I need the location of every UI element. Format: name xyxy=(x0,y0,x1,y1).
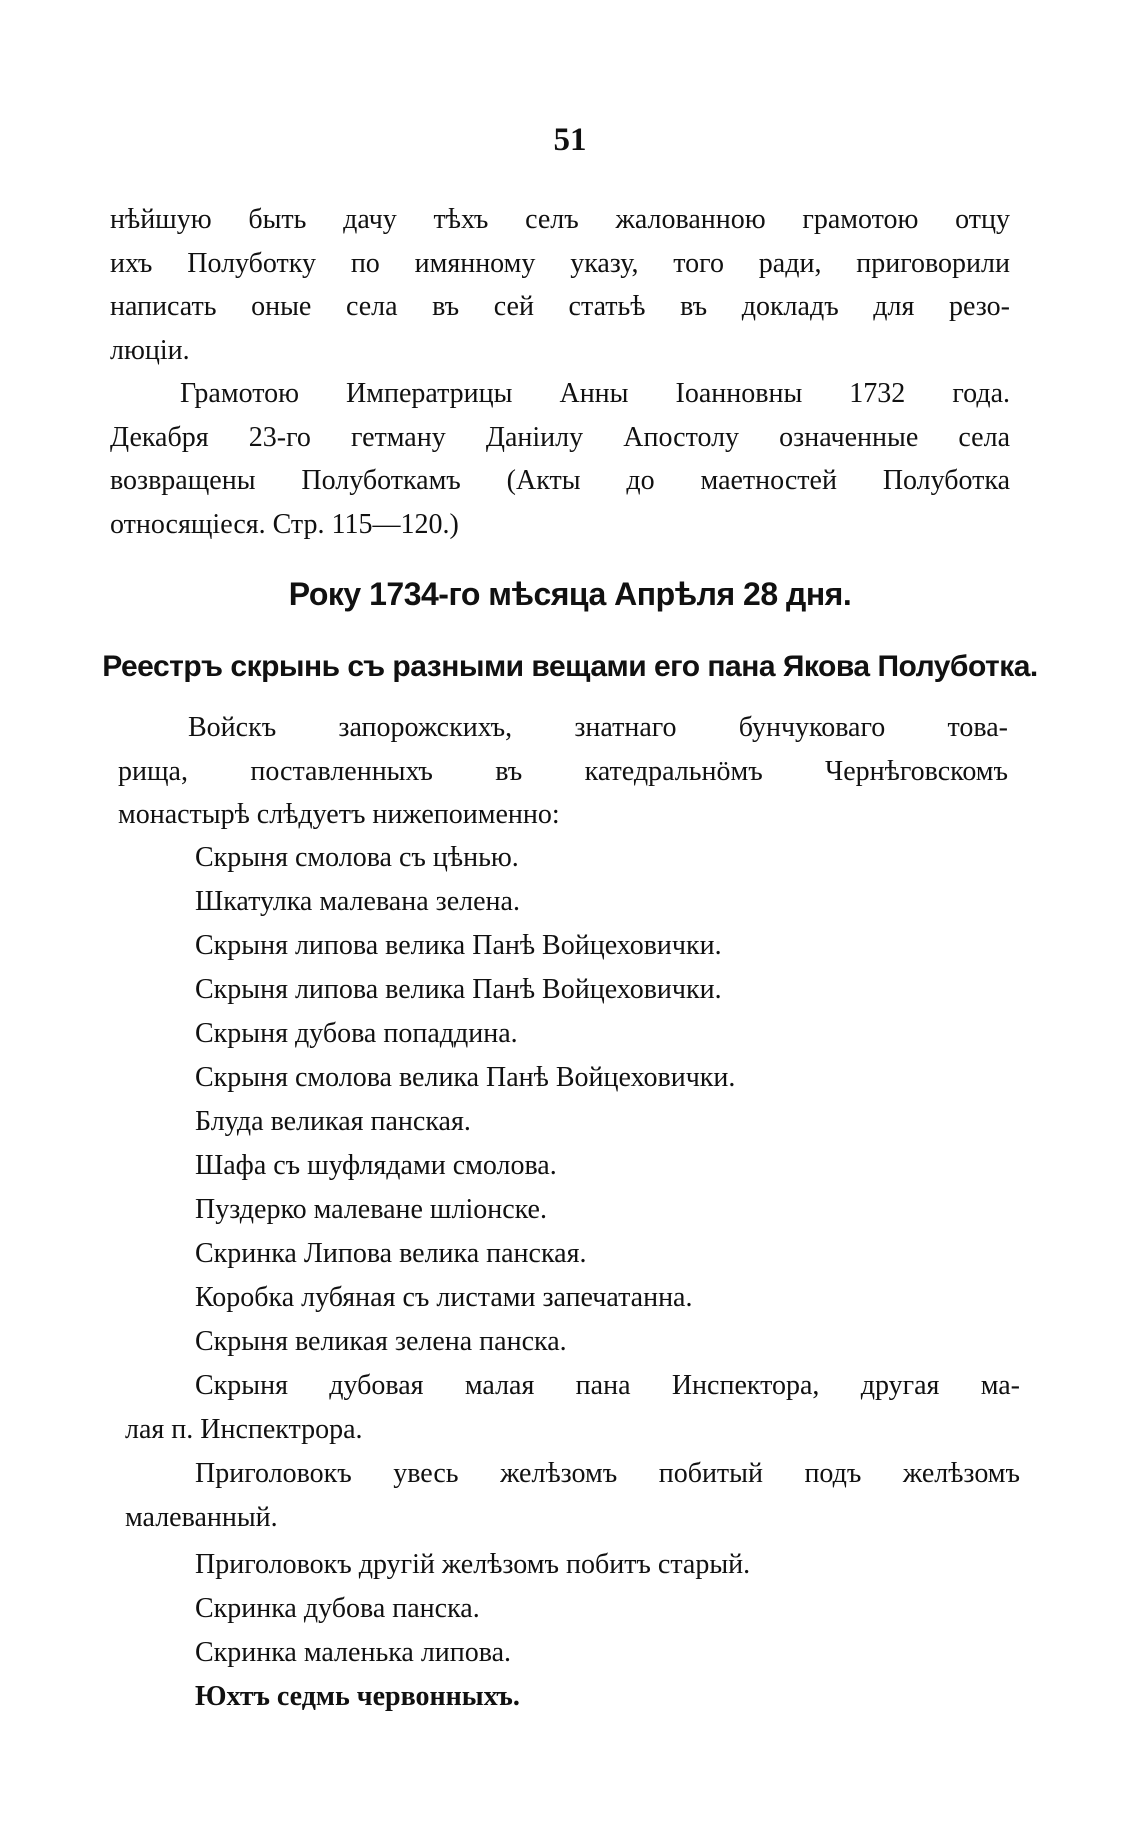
list-item: Приголовокъ увесь желѣзомъ побитый подъ желѣзомъ xyxy=(195,1458,1020,1489)
list-item: Скрыня липова велика Панѣ Войцеховички. xyxy=(195,974,722,1005)
list-item: Скрыня липова велика Панѣ Войцеховички. xyxy=(195,930,722,961)
list-item: Шафа съ шуфлядами смолова. xyxy=(195,1150,557,1181)
paragraph-3 xyxy=(118,706,1008,837)
text-line: рища, поставленныхъ въ катедральнӧмъ Чернѣговскомъ xyxy=(118,755,1008,787)
list-item: Блуда великая панская. xyxy=(195,1106,471,1137)
list-item-continuation: малеванный. xyxy=(125,1502,278,1533)
text-line: монастырѣ слѣдуетъ нижепоименно: xyxy=(118,799,560,830)
list-item-continuation: лая п. Инспектрора. xyxy=(125,1414,363,1445)
text-line: Декабря 23-го гетману Даніилу Апостолу означенные села xyxy=(110,421,1010,453)
list-item: Скринка дубова панска. xyxy=(195,1593,480,1624)
text-line: написать оные села въ сей статьѣ въ докладъ для резо- xyxy=(110,291,1010,322)
page-number: 51 xyxy=(553,122,587,158)
register-title: Реестръ скрынь съ разными вещами его пана Якова Полуботка. xyxy=(102,650,1038,683)
list-item: Скрыня великая зелена панска. xyxy=(195,1326,567,1357)
list-item: Скрыня смолова съ цѣнью. xyxy=(195,842,519,873)
text-line: люціи. xyxy=(110,334,190,366)
list-item: Скрыня смолова велика Панѣ Войцеховички. xyxy=(195,1062,736,1093)
list-item: Скрыня дубовая малая пана Инспектора, другая ма- xyxy=(195,1370,1020,1401)
paragraph-1 xyxy=(110,198,1010,372)
list-item: Приголовокъ другій желѣзомъ побитъ старый. xyxy=(195,1549,751,1580)
paragraph-2 xyxy=(110,372,1010,546)
list-item: Скринка Липова велика панская. xyxy=(195,1238,587,1269)
text-line: Войскъ запорожскихъ, знатнаго бунчуковаго това- xyxy=(188,712,1008,743)
list-item: Юхтъ седмь червонныхъ. xyxy=(195,1681,520,1712)
text-line: Грамотою Императрицы Анны Іоанновны 1732 года. xyxy=(180,378,1010,409)
list-item: Пуздерко малеване шліонске. xyxy=(195,1194,547,1225)
text-line: нѣйшую быть дачу тѣхъ селъ жалованною грамотою отцу xyxy=(110,204,1010,235)
text-line: возвращены Полуботкамъ (Акты до маетностей Полуботка xyxy=(110,465,1010,496)
section-heading: Року 1734-го мѣсяца Апрѣля 28 дня. xyxy=(288,576,852,612)
list-item: Скрыня дубова попаддина. xyxy=(195,1018,518,1049)
list-item: Коробка лубяная съ листами запечатанна. xyxy=(195,1282,693,1313)
text-line: ихъ Полуботку по имянному указу, того ради, приговорили xyxy=(110,247,1010,279)
list-item: Скринка маленька липова. xyxy=(195,1637,512,1668)
list-item: Шкатулка малевана зелена. xyxy=(195,886,520,917)
text-line: относящіеся. Стр. 115—120.) xyxy=(110,508,459,540)
